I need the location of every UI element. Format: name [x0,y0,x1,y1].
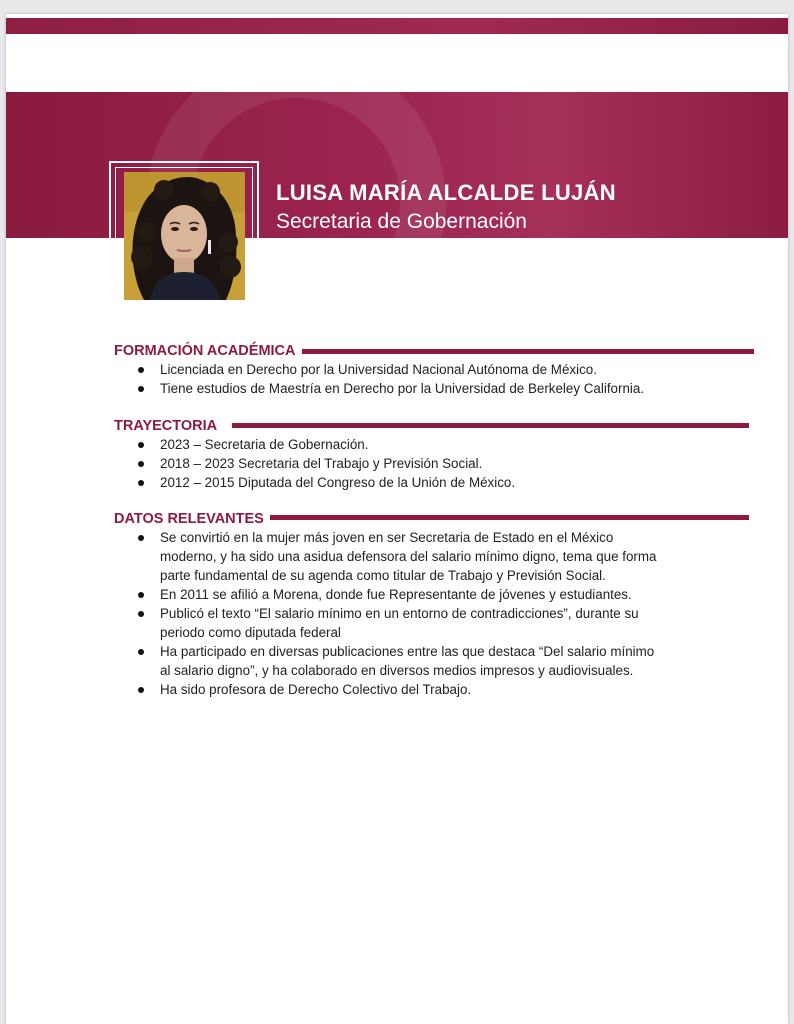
bullet-icon [138,687,144,693]
list-item [114,604,749,642]
bullet-icon [138,386,144,392]
list-item [114,454,749,473]
list-item-text: periodo como diputada federal [160,625,341,640]
list-item-text: parte fundamental de su agenda como titular de Trabajo y Previsión Social. [160,568,606,583]
section-formacion [114,342,754,398]
bullet-icon [138,480,144,486]
trayectoria-list [114,435,749,492]
bullet-icon [138,367,144,373]
section-datos [114,510,749,699]
list-item-text: En 2011 se afilió a Morena, donde fue Representante de jóvenes y estudiantes. [160,587,632,602]
list-item [114,473,749,492]
list-item [114,360,754,379]
document-page [6,14,788,1024]
list-item [114,435,749,454]
bullet-icon [138,611,144,617]
bullet-icon [138,649,144,655]
list-item-text: Licenciada en Derecho por la Universidad Nacional Autónoma de México. [160,362,597,377]
top-stripe [6,18,788,34]
list-item [114,680,749,699]
portrait-photo [124,172,245,300]
list-item [114,642,749,680]
list-item-text: 2023 – Secretaria de Gobernación. [160,437,369,452]
section-title: DATOS RELEVANTES [114,511,270,527]
bullet-icon [138,592,144,598]
formacion-list [114,360,754,398]
list-item-text: Ha sido profesora de Derecho Colectivo del Trabajo. [160,682,472,697]
list-item-text: Tiene estudios de Maestría en Derecho por la Universidad de Berkeley California. [160,381,645,396]
section-rule [302,349,754,354]
list-item-text: 2012 – 2015 Diputada del Congreso de la Unión de México. [160,475,516,490]
list-item [114,379,754,398]
datos-list [114,528,749,699]
list-item-text: Se convirtió en la mujer más joven en ser Secretaria de Estado en el México [160,530,614,545]
bullet-icon [138,535,144,541]
person-role: Secretaria de Gobernación [276,210,527,233]
section-title: TRAYECTORIA [114,418,223,434]
list-item-text: Ha participado en diversas publicaciones entre las que destaca “Del salario mínimo [160,644,655,659]
portrait-illustration [124,172,245,300]
list-item-text: al salario digno”, y ha colaborado en diversos medios impresos y audiovisuales. [160,663,634,678]
list-item-text: moderno, y ha sido una asidua defensora del salario mínimo digno, tema que forma [160,549,657,564]
list-item-text: Publicó el texto “El salario mínimo en un entorno de contradicciones”, durante su [160,606,639,621]
section-trayectoria [114,417,749,492]
bullet-icon [138,442,144,448]
section-rule [264,515,749,520]
list-item [114,528,749,585]
list-item [114,585,749,604]
bullet-icon [138,461,144,467]
person-name: LUISA MARÍA ALCALDE LUJÁN [276,180,616,205]
list-item-text: 2018 – 2023 Secretaria del Trabajo y Previsión Social. [160,456,483,471]
section-rule [232,423,749,428]
section-title: FORMACIÓN ACADÉMICA [114,343,302,359]
